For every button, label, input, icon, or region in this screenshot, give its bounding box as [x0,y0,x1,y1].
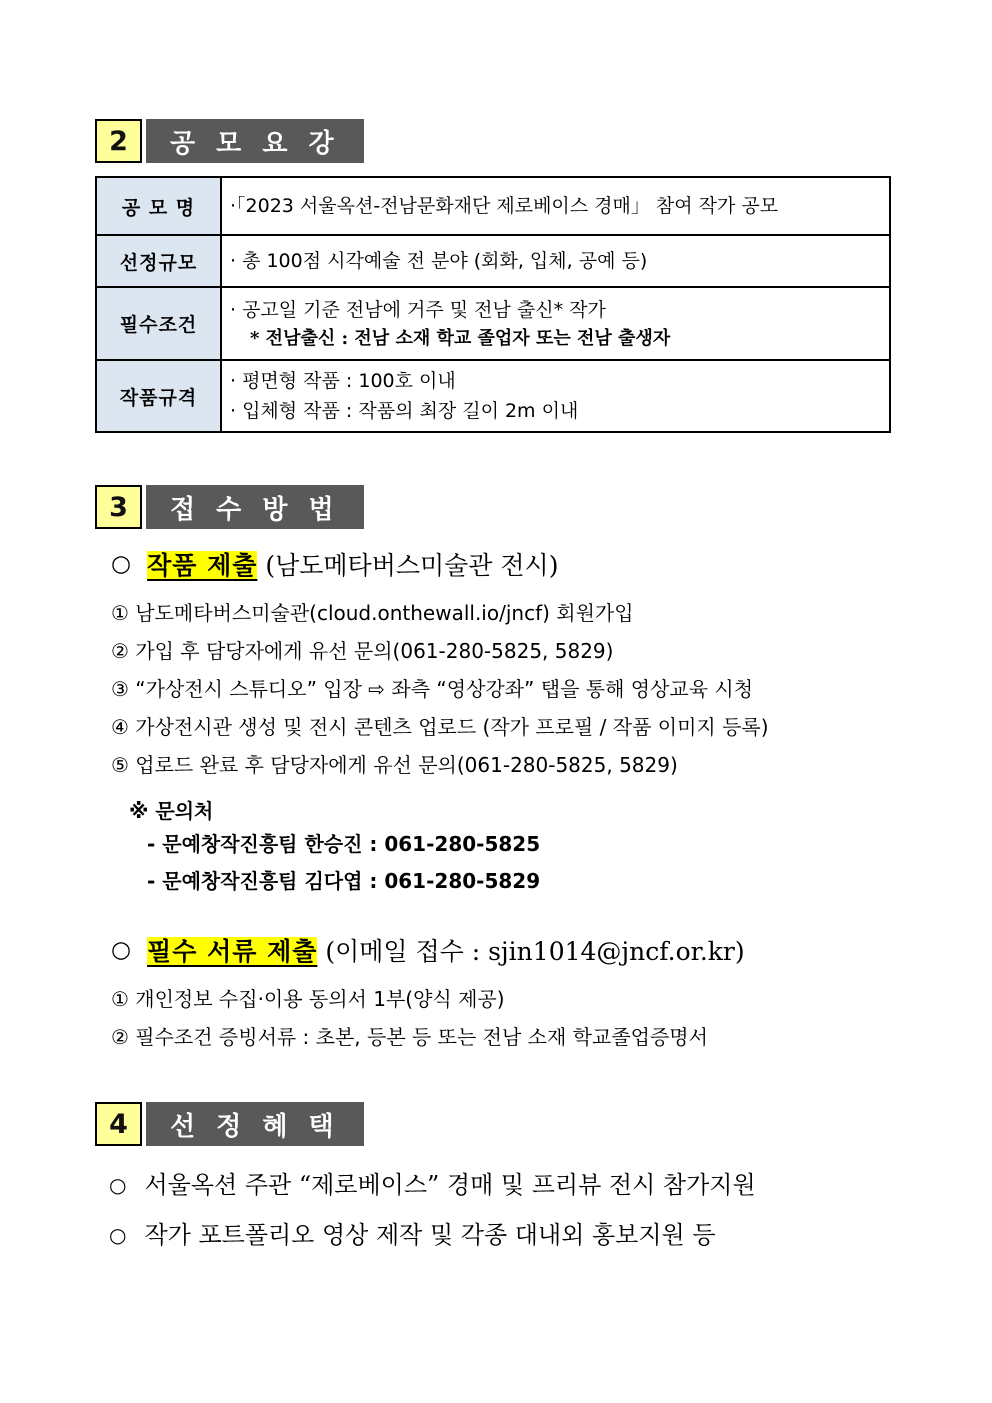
step-1: ① 개인정보 수집·이용 동의서 1부(양식 제공) [111,987,505,1011]
artwork-submission-steps [111,594,891,784]
section-3-title: 접 수 방 법 [146,485,364,529]
row-header-artwork-spec: 작품규격 [96,360,221,432]
section-3-number-badge: 3 [95,485,142,529]
required-documents-heading [111,932,891,968]
required-condition-note: * 전남출신 : 전남 소재 학교 졸업자 또는 전남 출생자 [250,327,671,349]
step-2: ② 가입 후 담당자에게 유선 문의(061-280-5825, 5829) [111,639,614,663]
contact-label: ※ 문의처 [129,799,214,823]
competition-spec-table [95,176,891,433]
step-5: ⑤ 업로드 완료 후 담당자에게 유선 문의(061-280-5825, 5829) [111,753,678,777]
required-documents-suffix: (이메일 접수 : sjin1014@jncf.or.kr) [317,937,745,966]
required-condition-value: · 공고일 기준 전남에 거주 및 전남 출신* 작가 [230,298,606,321]
required-documents-highlight: 필수 서류 제출 [147,937,318,966]
section-3 [95,485,891,1056]
benefit-text: 서울옥션 주관 “제로베이스” 경매 및 프리뷰 전시 참가지원 [144,1171,756,1199]
artwork-submission-heading [111,546,891,582]
table-row [96,235,890,287]
contact-item-2: - 문예창작진흥팀 김다엽 : 061-280-5829 [147,869,541,893]
benefit-item-2 [109,1210,891,1260]
row-header-required-condition: 필수조건 [96,287,221,360]
benefit-item-1 [109,1160,891,1210]
benefit-text: 작가 포트폴리오 영상 제작 및 각종 대내외 홍보지원 등 [144,1221,716,1249]
circle-bullet-icon: ○ [109,1173,127,1197]
section-2-header [95,119,891,163]
table-row [96,287,890,360]
artwork-submission-highlight: 작품 제출 [147,551,258,580]
circle-bullet-icon: ○ [109,1223,127,1247]
step-4: ④ 가상전시관 생성 및 전시 콘텐츠 업로드 (작가 프로필 / 작품 이미지 등록) [111,715,769,739]
artwork-spec-flat: · 평면형 작품 : 100호 이내 [230,370,456,392]
section-3-header [95,485,891,529]
section-2-title: 공 모 요 강 [146,119,364,163]
table-row [96,360,890,432]
section-4-header [95,1102,891,1146]
section-2-number-badge: 2 [95,119,142,163]
selection-scale-value: · 총 100점 시각예술 전 분야 (회화, 입체, 공예 등) [230,250,648,272]
contact-item-1: - 문예창작진흥팀 한승진 : 061-280-5825 [147,832,541,856]
contact-block [129,796,891,900]
step-2: ② 필수조건 증빙서류 : 초본, 등본 등 또는 전남 소재 학교졸업증명서 [111,1025,708,1049]
contest-name-value: ·「2023 서울옥션-전남문화재단 제로베이스 경매」 참여 작가 공모 [230,195,779,217]
step-1: ① 남도메타버스미술관(cloud.onthewall.io/jncf) 회원가입 [111,601,634,625]
section-4 [95,1102,891,1260]
step-3: ③ “가상전시 스튜디오” 입장 ⇨ 좌측 “영상강좌” 탭을 통해 영상교육 시청 [111,677,754,701]
required-documents-steps [111,980,891,1056]
row-header-selection-scale: 선정규모 [96,235,221,287]
section-4-number-badge: 4 [95,1102,142,1146]
circle-bullet-icon: ○ [111,551,132,577]
benefits-list [109,1160,891,1260]
artwork-spec-3d: · 입체형 작품 : 작품의 최장 길이 2m 이내 [230,400,579,422]
table-row [96,177,890,235]
circle-bullet-icon: ○ [111,937,132,963]
section-4-title: 선 정 혜 택 [146,1102,364,1146]
row-header-contest-name: 공 모 명 [96,177,221,235]
artwork-submission-suffix: (남도메타버스미술관 전시) [257,551,559,580]
